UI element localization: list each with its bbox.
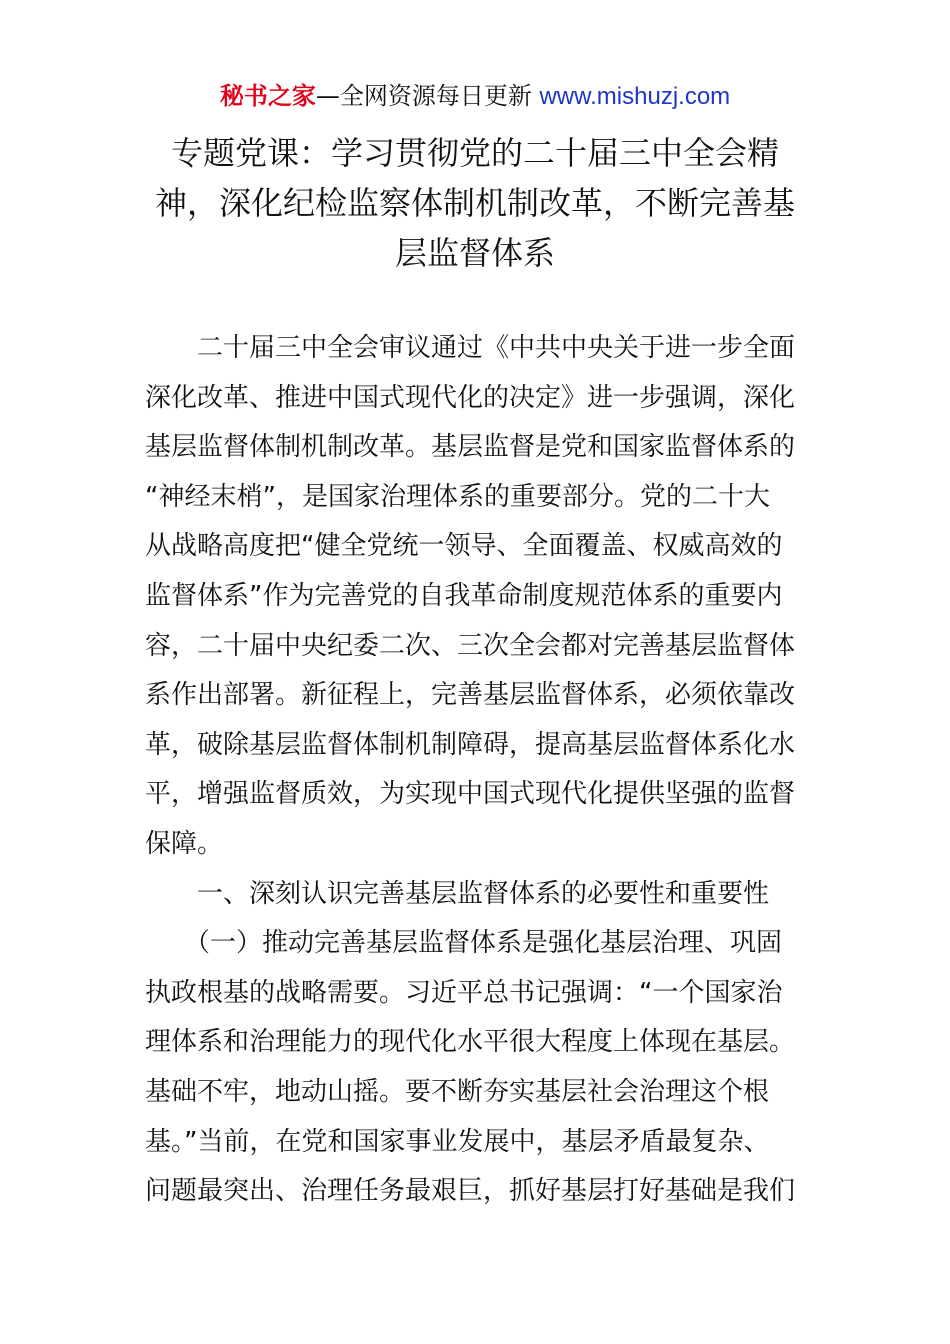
document-title <box>140 128 810 278</box>
document-body <box>145 324 810 1217</box>
site-slogan: —全网资源每日更新 <box>315 82 540 110</box>
title-line: 神，深化纪检监察体制机制改革，不断完善基 <box>154 184 795 222</box>
title-line: 专题党课：学习贯彻党的二十届三中全会精 <box>170 134 779 172</box>
body-line: 监督体系”作为完善党的自我革命制度规范体系的重要内 <box>145 580 783 611</box>
body-line: 基层监督体制机制改革。基层监督是党和国家监督体系的 <box>145 432 796 463</box>
body-line: 基。”当前，在党和国家事业发展中，基层矛盾最复杂、 <box>145 1126 770 1157</box>
body-line: 平，增强监督质效，为实现中国式现代化提供坚强的监督 <box>145 779 796 810</box>
body-line: 二十届三中全会审议通过《中共中央关于进一步全面 <box>145 333 796 363</box>
body-line: 理体系和治理能力的现代化水平很大程度上体现在基层。 <box>145 1027 796 1058</box>
body-line: 执政根基的战略需要。习近平总书记强调：“一个国家治 <box>145 977 783 1008</box>
site-name: 秘书之家 <box>219 82 316 110</box>
body-line: 革，破除基层监督体制机制障碍，提高基层监督体系化水 <box>145 729 796 760</box>
section-heading: 一、深刻认识完善基层监督体系的必要性和重要性 <box>145 878 770 909</box>
body-line: 问题最突出、治理任务最艰巨，抓好基层打好基础是我们 <box>145 1176 796 1207</box>
body-line: 容，二十届中央纪委二次、三次全会都对完善基层监督体 <box>145 630 796 661</box>
body-line: （一）推动完善基层监督体系是强化基层治理、巩固 <box>145 928 783 959</box>
site-header <box>0 80 950 113</box>
body-line: 保障。 <box>145 828 224 859</box>
body-line: 系作出部署。新征程上，完善基层监督体系，必须依靠改 <box>145 680 796 711</box>
body-line: 深化改革、推进中国式现代化的决定》进一步强调，深化 <box>145 382 796 413</box>
body-line: “神经末梢”，是国家治理体系的重要部分。党的二十大 <box>145 481 770 512</box>
site-url-link[interactable]: www.mishuzj.com <box>539 83 731 110</box>
title-line: 层监督体系 <box>394 234 555 272</box>
body-line: 从战略高度把“健全党统一领导、全面覆盖、权威高效的 <box>145 531 783 562</box>
body-line: 基础不牢，地动山摇。要不断夯实基层社会治理这个根 <box>145 1076 770 1107</box>
